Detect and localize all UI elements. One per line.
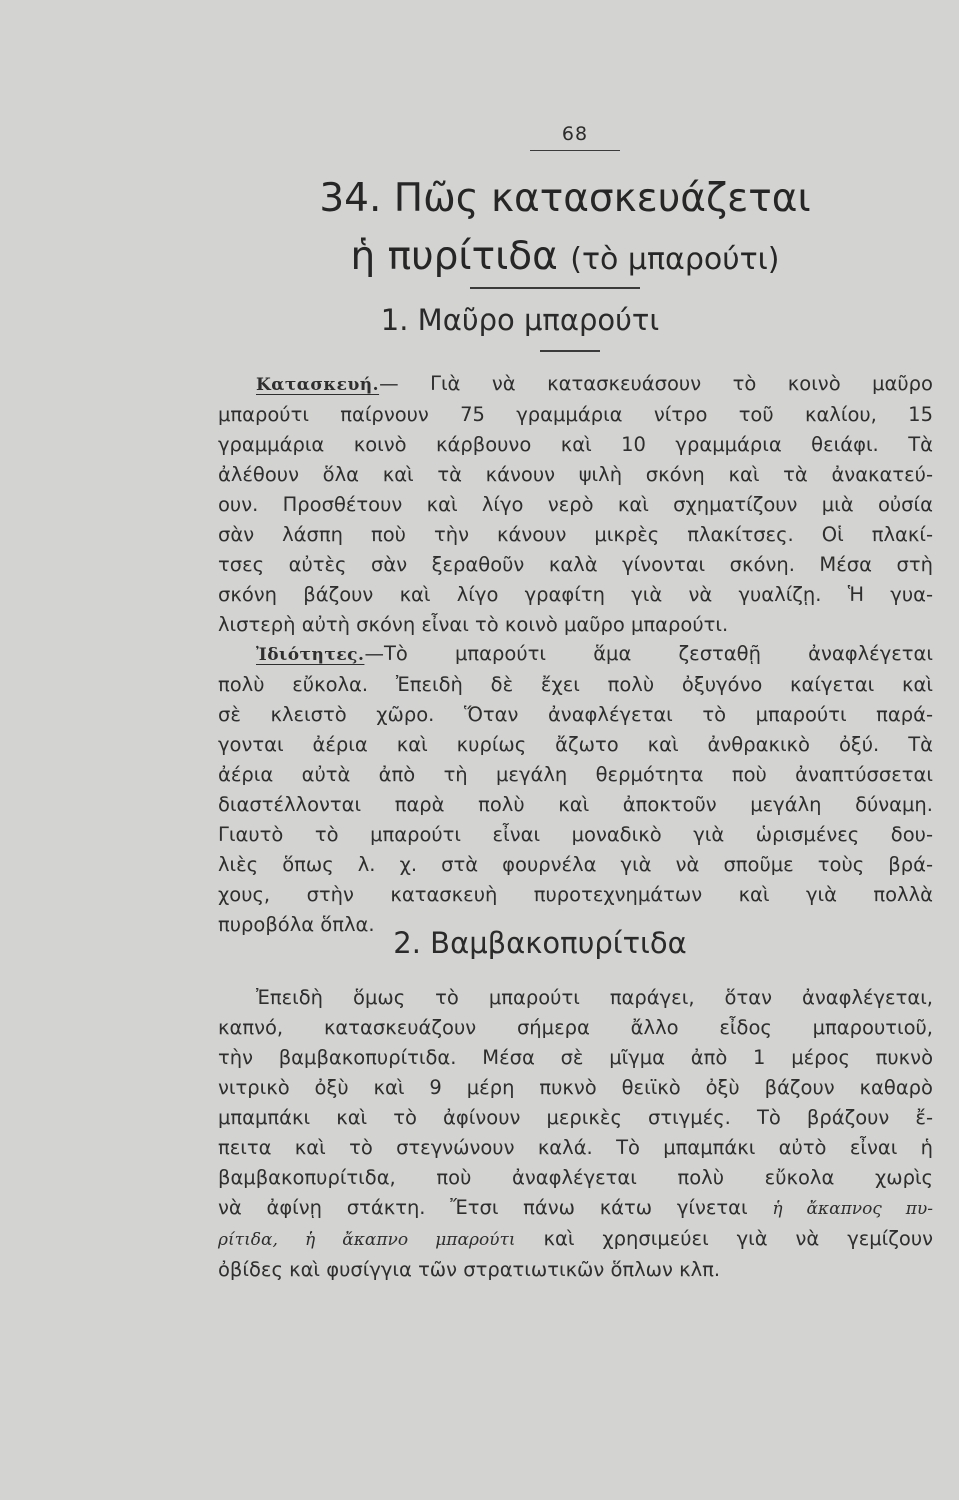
paragraph-line: ὀβίδες καὶ φυσίγγια τῶν στρατιωτικῶν ὅπλων κλπ. (218, 1258, 721, 1281)
paragraph-line: νιτρικὸ ὀξὺ καὶ 9 μέρη πυκνὸ θειϊκὸ ὀξὺ βάζουν καθαρὸ (218, 1076, 933, 1099)
title-rule (470, 287, 640, 289)
page-number-rule (530, 150, 620, 151)
guncotton-paragraph (218, 983, 933, 1285)
section-1-rule (540, 350, 600, 352)
construction-label: Κατασκευή. (256, 375, 380, 395)
paragraph-line: Ἐπειδὴ ὅμως τὸ μπαρούτι παράγει, ὅταν ἀναφλέγεται, (256, 986, 933, 1009)
italic-phrase: ρίτιδα, ἡ ἄκαπνο μπαρούτι (218, 1230, 516, 1250)
paragraph-line: σὲ κλειστὸ χῶρο. Ὅταν ἀναφλέγεται τὸ μπαρούτι παρά- (218, 703, 933, 726)
paragraph-line: μπαμπάκι καὶ τὸ ἀφίνουν μερικὲς στιγμές. Τὸ βράζουν ἔ- (218, 1106, 933, 1129)
paragraph-line: ἀλέθουν ὅλα καὶ τὰ κάνουν ψιλὴ σκόνη καὶ τὰ ἀνακατεύ- (218, 463, 933, 486)
paragraph-line: διαστέλλονται παρὰ πολὺ καὶ ἀποκτοῦν μεγάλη δύναμη. (218, 793, 933, 816)
paragraph-line: καπνό, κατασκευάζουν σήμερα ἄλλο εἶδος μπαρουτιοῦ, (218, 1016, 933, 1039)
paragraph-line: λιὲς ὅπως λ. χ. στὰ φουρνέλα γιὰ νὰ σποῦμε τοὺς βρά- (218, 853, 933, 876)
properties-label: Ἰδιότητες. (256, 645, 365, 665)
paragraph-line: ρίτιδα, ἡ ἄκαπνο μπαρούτι καὶ χρησιμεύει γιὰ νὰ γεμίζουν (218, 1227, 933, 1250)
chapter-title-line-1: 34. Πῶς κατασκευάζεται (319, 176, 811, 221)
chapter-title-main: ἡ πυρίτιδα (350, 234, 571, 279)
paragraph-line: τὴν βαμβακοπυρίτιδα. Μέσα σὲ μῖγμα ἀπὸ 1 μέρος πυκνὸ (218, 1046, 933, 1069)
properties-paragraph (218, 639, 933, 940)
paragraph-line: πυροβόλα ὅπλα. (218, 913, 375, 936)
paragraph-line: μπαρούτι παίρνουν 75 γραμμάρια νίτρο τοῦ καλίου, 15 (218, 403, 933, 426)
section-1-heading: 1. Μαῦρο μπαρούτι (380, 303, 660, 337)
italic-phrase: ἡ ἄκαπνος πυ- (772, 1199, 934, 1219)
paragraph-line: σκόνη βάζουν καὶ λίγο γραφίτη γιὰ νὰ γυαλίζῃ. Ἡ γυα- (218, 583, 933, 606)
paragraph-line: ουν. Προσθέτουν καὶ λίγο νερὸ καὶ σχηματίζουν μιὰ οὐσία (218, 493, 933, 516)
paragraph-line: πειτα καὶ τὸ στεγνώνουν καλά. Τὸ μπαμπάκι αὐτὸ εἶναι ἡ (218, 1136, 933, 1159)
page-number: 68 (561, 123, 589, 145)
chapter-title (310, 170, 820, 289)
paragraph-line: λιστερὴ αὐτὴ σκόνη εἶναι τὸ κοινὸ μαῦρο μπαρούτι. (218, 613, 729, 636)
paragraph-line: τσες αὐτὲς σὰν ξεραθοῦν καλὰ γίνονται σκόνη. Μέσα στὴ (218, 553, 933, 576)
paragraph-line: πολὺ εὔκολα. Ἐπειδὴ δὲ ἔχει πολὺ ὀξυγόνο καίγεται καὶ (218, 673, 933, 696)
paragraph-line: βαμβακοπυρίτιδα, ποὺ ἀναφλέγεται πολὺ εὔκολα χωρὶς (218, 1166, 933, 1189)
paragraph-line: Κατασκευή.— Γιὰ νὰ κατασκευάσουν τὸ κοινὸ μαῦρο (256, 372, 933, 395)
paragraph-line: Γιαυτὸ τὸ μπαρούτι εἶναι μοναδικὸ γιὰ ὡρισμένες δου- (218, 823, 933, 846)
section-2-heading: 2. Βαμβακοπυρίτιδα (393, 926, 687, 960)
paragraph-line: σὰν λάσπη ποὺ τὴν κάνουν μικρὲς πλακίτσες. Οἱ πλακί- (218, 523, 933, 546)
paragraph-line: Ἰδιότητες.—Τὸ μπαρούτι ἅμα ζεσταθῇ ἀναφλέγεται (256, 642, 933, 665)
paragraph-line: χους, στὴν κατασκευὴ πυροτεχνημάτων καὶ γιὰ πολλὰ (218, 883, 933, 906)
paragraph-line: γονται ἀέρια καὶ κυρίως ἄζωτο καὶ ἀνθρακικὸ ὀξύ. Τὰ (218, 733, 933, 756)
paragraph-line: γραμμάρια κοινὸ κάρβουνο καὶ 10 γραμμάρια θειάφι. Τὰ (218, 433, 933, 456)
chapter-title-paren: (τὸ μπαρούτι) (570, 242, 780, 277)
paragraph-line: νὰ ἀφίνῃ στάκτη. Ἔτσι πάνω κάτω γίνεται ἡ ἄκαπνος πυ- (218, 1196, 934, 1219)
chapter-title-line-2 (310, 228, 820, 289)
construction-paragraph (218, 369, 933, 640)
paragraph-line: ἀέρια αὐτὰ ἀπὸ τὴ μεγάλη θερμότητα ποὺ ἀναπτύσσεται (218, 763, 933, 786)
